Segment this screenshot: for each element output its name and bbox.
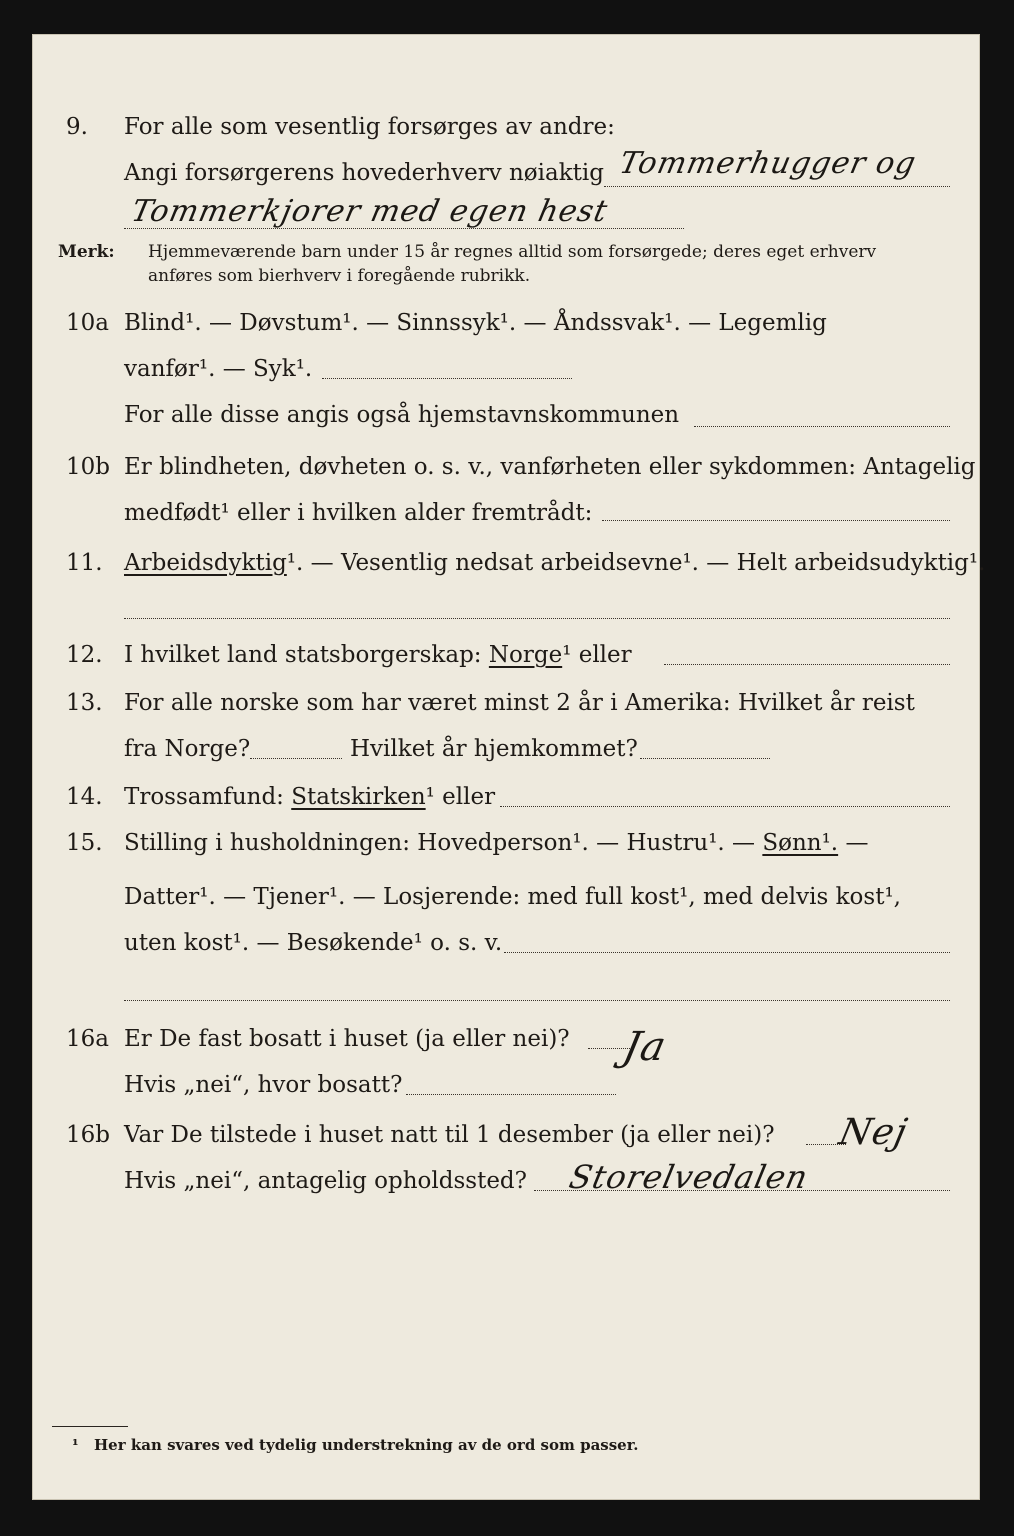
question-number-15: 15. <box>66 830 103 856</box>
q11-answer-line <box>124 618 950 619</box>
merk-label: Merk: <box>58 242 115 262</box>
q16b-handwritten-place: Storelvedalen <box>565 1158 812 1196</box>
q10b-line1: Er blindheten, døvheten o. s. v., vanførheten eller sykdommen: Antagelig <box>124 454 976 480</box>
q11-text <box>124 550 985 576</box>
q15-answer-line <box>504 952 950 953</box>
footnote-text: Her kan svares ved tydelig understrekning av de ord som passer. <box>94 1436 639 1454</box>
q15-line1 <box>124 830 868 856</box>
q14-pre: Trossamfund: <box>124 784 284 810</box>
q10a-line1: Blind¹. — Døvstum¹. — Sinnssyk¹. — Åndssvak¹. — Legemlig <box>124 310 827 336</box>
q12-pre: I hvilket land statsborgerskap: <box>124 642 482 668</box>
q14-answer-line <box>500 806 950 807</box>
q15-line3: uten kost¹. — Besøkende¹ o. s. v. <box>124 930 503 956</box>
merk-line1: Hjemmeværende barn under 15 år regnes alltid som forsørgede; deres eget erhverv <box>148 242 877 262</box>
footnote-mark: ¹ <box>72 1436 79 1454</box>
question-number-16b: 16b <box>66 1122 110 1148</box>
q15-line1a: Stilling i husholdningen: Hovedperson¹. — Hustru¹. — <box>124 830 756 856</box>
q9-handwritten-answer-b: Tommerkjorer med egen hest <box>128 194 612 229</box>
q9-line1: For alle som vesentlig forsørges av andre: <box>124 114 615 140</box>
q13-reist-line <box>250 758 342 759</box>
q12-option-norge: Norge <box>488 642 563 668</box>
q14-text <box>124 784 495 810</box>
q13-line1: For alle norske som har været minst 2 år i Amerika: Hvilket år reist <box>124 690 915 716</box>
q9-handwritten-answer-a: Tommerhugger og <box>616 146 920 181</box>
q12-post: ¹ eller <box>562 642 632 668</box>
q11-rest: ¹. — Vesentlig nedsat arbeidsevne¹. — Helt arbeidsudyktig¹. <box>286 550 986 576</box>
q9-line2: Angi forsørgerens hovederhverv nøiaktig <box>124 160 604 186</box>
q11-option-arbeidsdyktig: Arbeidsdyktig <box>124 550 287 576</box>
q15-extra-line <box>124 1000 950 1001</box>
q16b-line2: Hvis „nei“, antagelig opholdssted? <box>124 1168 527 1194</box>
q13-hjemkommet-line <box>640 758 770 759</box>
question-number-14: 14. <box>66 784 103 810</box>
question-number-10a: 10a <box>66 310 109 336</box>
q15-option-sonn: Sønn¹. <box>762 830 839 856</box>
q10b-answer-line <box>602 520 950 521</box>
census-form-page <box>32 34 986 1500</box>
question-number-9: 9. <box>66 114 88 140</box>
q16b-handwritten-answer: Nej <box>835 1112 912 1153</box>
question-number-12: 12. <box>66 642 103 668</box>
q14-option-statskirken: Statskirken <box>291 784 426 810</box>
q16a-line2: Hvis „nei“, hvor bosatt? <box>124 1072 403 1098</box>
q12-answer-line <box>664 664 950 665</box>
question-number-11: 11. <box>66 550 103 576</box>
q15-line2: Datter¹. — Tjener¹. — Losjerende: med full kost¹, med delvis kost¹, <box>124 884 901 910</box>
q14-post: ¹ eller <box>425 784 496 810</box>
q10a-kommune-line <box>694 426 950 427</box>
q10a-line2: vanfør¹. — Syk¹. <box>124 356 313 382</box>
question-number-16a: 16a <box>66 1026 109 1052</box>
question-number-10b: 10b <box>66 454 110 480</box>
q16a-handwritten-answer: Ja <box>619 1024 671 1070</box>
q13-line2a: fra Norge? <box>124 736 251 762</box>
q10a-syk-line <box>322 378 572 379</box>
question-number-13: 13. <box>66 690 103 716</box>
q16a-bosatt-line <box>406 1094 616 1095</box>
merk-line2: anføres som bierhverv i foregående rubrikk. <box>148 266 531 286</box>
q12-text <box>124 642 632 668</box>
q10a-line3: For alle disse angis også hjemstavnskommunen <box>124 402 680 428</box>
q9-answer-line-1 <box>604 186 950 187</box>
q10b-line2: medfødt¹ eller i hvilken alder fremtrådt: <box>124 500 593 526</box>
q13-line2b: Hvilket år hjemkommet? <box>350 736 638 762</box>
q16b-line1: Var De tilstede i huset natt til 1 desember (ja eller nei)? <box>124 1122 775 1148</box>
q15-line1b: — <box>845 830 869 856</box>
footnote-rule <box>52 1426 128 1427</box>
q16a-line1: Er De fast bosatt i huset (ja eller nei)? <box>124 1026 570 1052</box>
